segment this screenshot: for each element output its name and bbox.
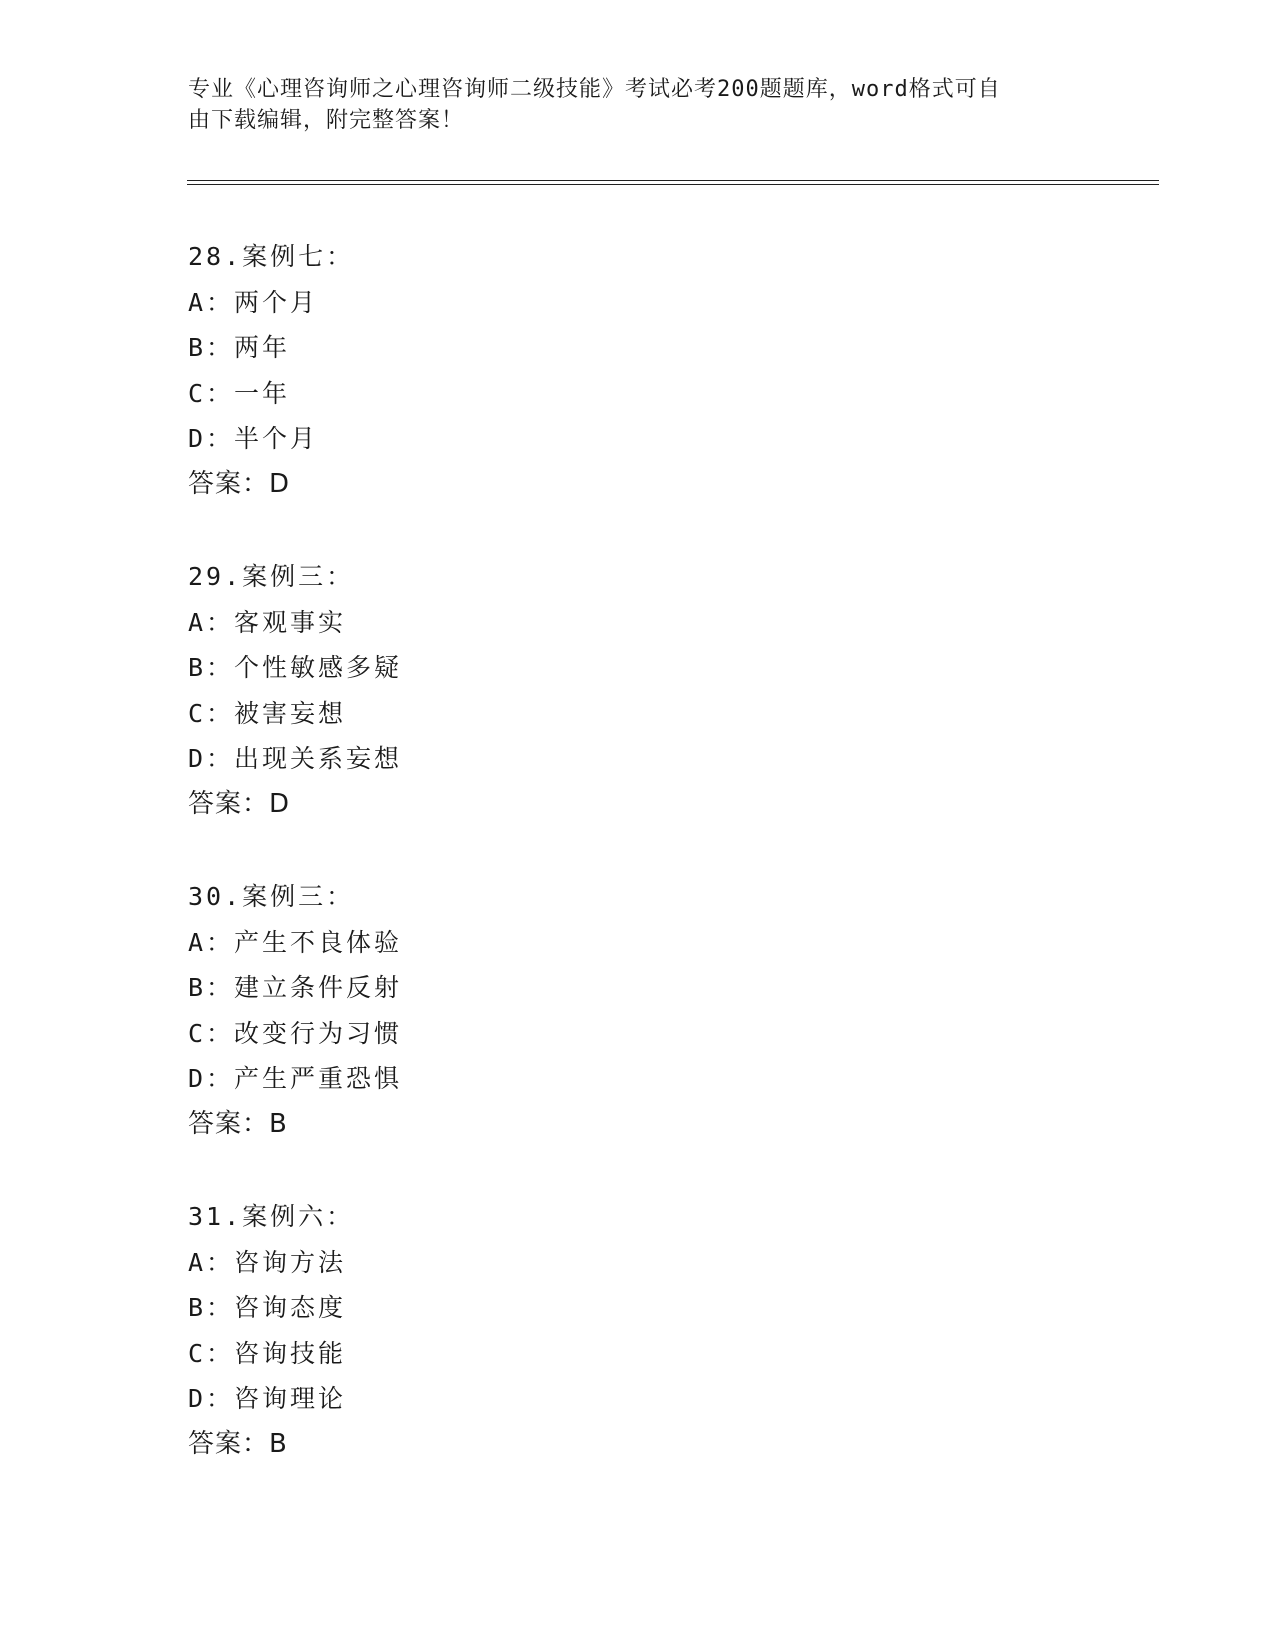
option-b: B：个性敏感多疑	[188, 653, 403, 683]
option-c: C：一年	[188, 378, 291, 408]
option-a: A：客观事实	[188, 607, 347, 637]
question-block	[188, 234, 1088, 508]
header-divider-bottom	[187, 184, 1159, 185]
option-c: C：被害妄想	[188, 698, 347, 728]
document-header	[188, 74, 1068, 136]
header-divider-top	[187, 180, 1159, 181]
option-a: A：两个月	[188, 287, 319, 317]
option-d: D：咨询理论	[188, 1384, 347, 1414]
option-a: A：产生不良体验	[188, 927, 403, 957]
option-d: D：产生严重恐惧	[188, 1064, 403, 1094]
answer-line: 答案：B	[188, 1108, 288, 1139]
option-b: B：两年	[188, 333, 291, 363]
answer-line: 答案：D	[188, 468, 291, 499]
question-stem: 31.案例六：	[188, 1202, 355, 1231]
header-line-2: 由下载编辑，附完整答案！	[188, 108, 465, 133]
header-line-1: 专业《心理咨询师之心理咨询师二级技能》考试必考200题题库，word格式可自	[188, 77, 1001, 102]
option-d: D：半个月	[188, 424, 319, 454]
question-stem: 30.案例三：	[188, 882, 355, 911]
question-block	[188, 554, 1088, 828]
question-stem: 29.案例三：	[188, 562, 355, 591]
option-c: C：改变行为习惯	[188, 1018, 403, 1048]
question-block	[188, 874, 1088, 1148]
option-d: D：出现关系妄想	[188, 744, 403, 774]
question-block	[188, 1194, 1088, 1468]
option-c: C：咨询技能	[188, 1338, 347, 1368]
question-stem: 28.案例七：	[188, 242, 355, 271]
option-a: A：咨询方法	[188, 1247, 347, 1277]
answer-line: 答案：B	[188, 1428, 288, 1459]
option-b: B：建立条件反射	[188, 973, 403, 1003]
answer-line: 答案：D	[188, 788, 291, 819]
option-b: B：咨询态度	[188, 1293, 347, 1323]
